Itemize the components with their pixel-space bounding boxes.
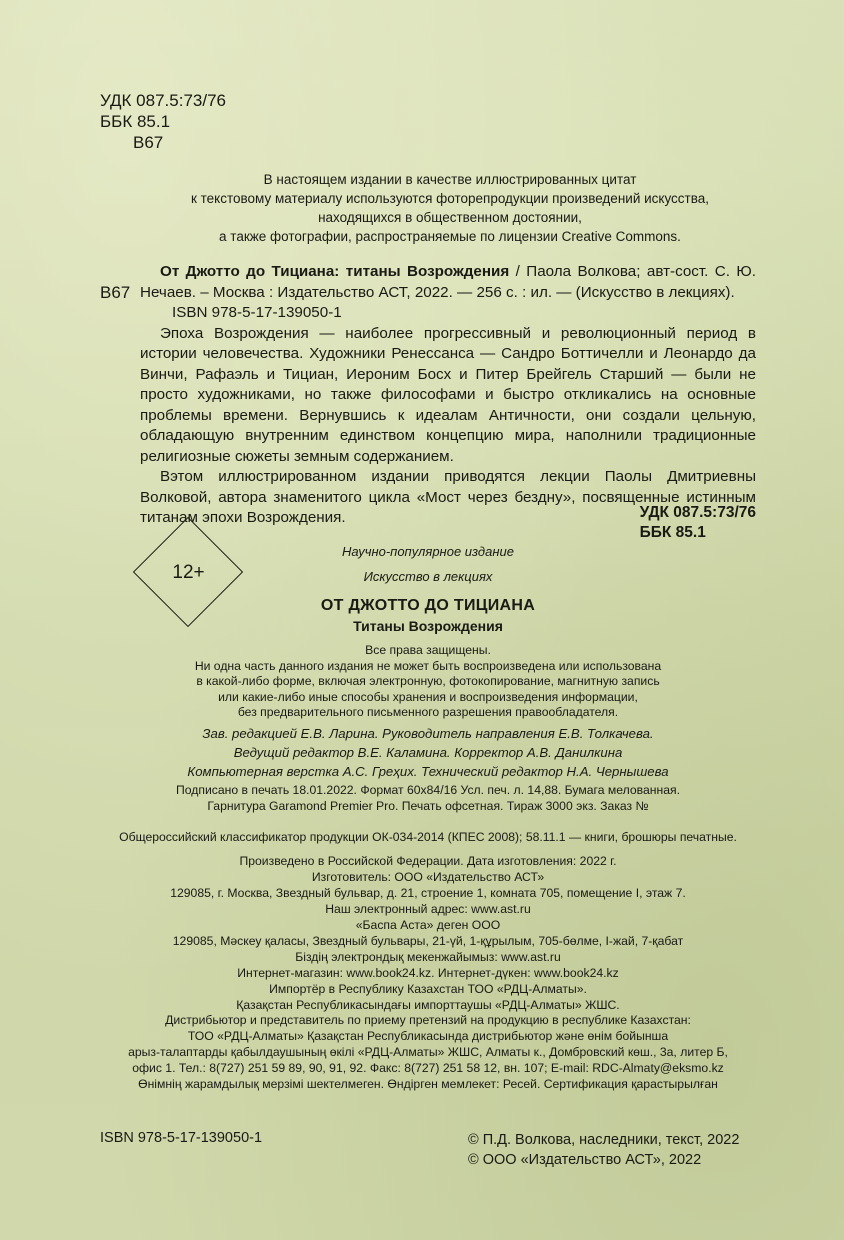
book-title-bold: От Джотто до Тициана: титаны Возрождения — [160, 263, 510, 280]
biblio-isbn: ISBN 978-5-17-139050-1 — [172, 304, 342, 321]
kz-line: 129085, Мәскеу қаласы, Звездный бульвары, 21-үй, 1-құрылым, 705-бөлме, I-жай, 7-қабат — [172, 933, 684, 948]
copyright-line: © П.Д. Волкова, наследники, текст, 2022 — [468, 1132, 740, 1148]
notice-line: а также фотографии, распространяемые по лицензии Creative Commons. — [219, 229, 681, 244]
rights-line: без предварительного письменного разрешения правообладателя. — [237, 705, 619, 719]
bbk-code: ББК 85.1 — [100, 112, 171, 131]
book-title: ОТ ДЖОТТО ДО ТИЦИАНА — [320, 597, 536, 614]
kz-line: «Баспа Аста» деген ООО — [355, 918, 501, 932]
udk-block-bottom — [640, 503, 756, 543]
copyright-block — [468, 1130, 739, 1170]
book-subtitle: Титаны Возрождения — [353, 618, 503, 634]
rights-line: в какой-либо форме, включая электронную, фотокопирование, магнитную запись — [196, 674, 660, 688]
kz-line: офис 1. Тел.: 8(727) 251 59 89, 90, 91, 92. Факс: 8(727) 251 58 12, вн. 107; E-mail: RDC-Almaty@eksmo.kz — [132, 1061, 724, 1076]
kz-line: Қазақстан Республикасындағы импорттаушы «РДЦ-Алматы» ЖШС. — [236, 997, 620, 1012]
staff-line: Компьютерная верстка А.С. Греҳих. Технический редактор Н.А. Чернышева — [187, 764, 669, 779]
series-name: Искусство в лекциях — [363, 569, 493, 584]
print-line: Гарнитура Garamond Premier Pro. Печать офсетная. Тираж 3000 экз. Заказ № — [207, 799, 649, 813]
udk-code: УДК 087.5:73/76 — [639, 504, 756, 521]
biblio-author-mark: В67 — [100, 283, 131, 302]
bbk-code: ББК 85.1 — [639, 524, 706, 541]
biblio-details: / Паола Волкова; авт-сост. С. Ю. Нечаев. – Москва : Издательство АСТ, 2022. — 256 с. : ил. — (Искусство в лекциях). — [140, 263, 756, 301]
biblio-title-line — [140, 262, 756, 303]
notice-line: к текстовому материалу используются фоторепродукции произведений искусства, — [190, 191, 710, 206]
bibliographic-record — [140, 262, 756, 529]
notice-line: В настоящем издании в качестве иллюстрированных цитат — [263, 172, 637, 187]
kazakhstan-info — [100, 918, 756, 1093]
kz-line: ТОО «РДЦ-Алматы» Қазақстан Республикасында дистрибьютор және өнім бойынша — [187, 1029, 669, 1044]
age-rating: 12+ — [172, 561, 205, 583]
kz-line: Импортёр в Республику Казахстан ТОО «РДЦ-Алматы». — [269, 981, 587, 996]
edition-genre: Научно-популярное издание — [342, 544, 514, 559]
rights-line: Все права защищены. — [365, 643, 491, 657]
kz-line: Дистрибьютор и представитель по приему претензий на продукцию в республике Казахстан: — [165, 1013, 691, 1028]
kz-line: Біздің электрондық мекенжайымыз: www.ast.ru — [295, 949, 561, 964]
kz-line: арыз-талаптарды қабылдаушының өкілі «РДЦ-Алматы» ЖШС, Алматы к., Домбровский көш., 3а, литер Б, — [128, 1045, 728, 1060]
annotation-paragraph: Эпоха Возрождения — наиболее прогрессивный и революционный период в истории человечества. Художники Ренессанса — Сандро Боттичелли и Леонардо да Винчи, Рафаэль и Тициан, Иероним Босх и Питер Брейгель Старший — были не просто художниками, но также философами и быстро откликались на основные проблемы времени. Вернувшись к идеалам Античности, они создали цельную, обладающую внутренним единством концепцию мира, наполнили традиционные религиозные сюжеты земным содержанием. — [140, 324, 756, 465]
copyright-line: © ООО «Издательство АСТ», 2022 — [468, 1152, 702, 1168]
print-line: Подписано в печать 18.01.2022. Формат 60x84/16 Усл. печ. л. 14,88. Бумага мелованная. — [175, 783, 680, 797]
production-line: 129085, г. Москва, Звездный бульвар, д. 21, строение 1, комната 705, помещение I, этаж 7. — [170, 886, 686, 900]
production-line: Произведено в Российской Федерации. Дата изготовления: 2022 г. — [239, 854, 617, 868]
production-info — [100, 853, 756, 917]
staff-line: Ведущий редактор В.Е. Каламина. Корректор А.В. Данилкина — [233, 745, 623, 760]
print-details — [100, 782, 756, 814]
udk-code: УДК 087.5:73/76 — [100, 91, 226, 110]
rights-notice — [100, 643, 756, 721]
editorial-staff — [100, 724, 756, 781]
kz-line: Өнімнің жарамдылық мерзімі шектелмеген. Өндірген мемлекет: Ресей. Сертификация қарастырылған — [138, 1077, 718, 1092]
rights-line: или какие-либо иные способы хранения и воспроизведения информации, — [218, 689, 638, 704]
staff-line: Зав. редакцией Е.В. Ларина. Руководитель направления Е.В. Толкачева. — [202, 726, 654, 741]
footer-isbn: ISBN 978-5-17-139050-1 — [100, 1130, 263, 1146]
author-mark: В67 — [133, 133, 164, 152]
product-classifier: Общероссийский классификатор продукции ОК-034-2014 (КПЕС 2008); 58.11.1 — книги, брошюры печатные. — [119, 830, 737, 844]
production-line: Изготовитель: ООО «Издательство АСТ» — [311, 870, 545, 884]
notice-line: находящихся в общественном достоянии, — [318, 210, 582, 225]
annotation-paragraph: Вэтом иллюстрированном издании приводятся лекции Паолы Дмитриевны Волковой, автора знаменитого цикла «Мост через бездну», посвященные истинным титанам эпохи Возрождения. — [140, 468, 756, 526]
kz-line: Интернет-магазин: www.book24.kz. Интернет-дүкен: www.book24.kz — [237, 965, 619, 980]
license-notice — [100, 170, 800, 246]
rights-line: Ни одна часть данного издания не может быть воспроизведена или использована — [194, 658, 662, 673]
production-line: Наш электронный адрес: www.ast.ru — [325, 902, 531, 916]
udk-block-top — [100, 90, 226, 153]
